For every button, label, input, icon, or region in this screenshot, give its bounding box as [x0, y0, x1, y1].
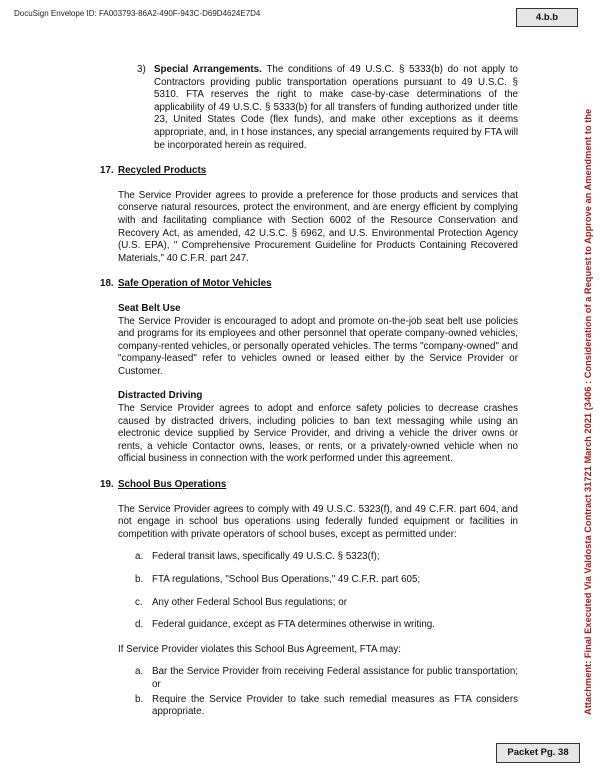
- distracted-driving-body: The Service Provider agrees to adopt and enforce safety policies to decrease crashes caused by distracted drivers, including policies to ban text messaging while using an electronic device supplied by Service Provider, and driving a vehicle the driver owns or rents, a vehicle Contactor owns, leases, or rents, or a privately-owned vehicle when no official business in connection with the work performed under this agreement.: [118, 403, 518, 465]
- list-text: Any other Federal School Bus regulations; or: [152, 596, 347, 608]
- envelope-id: DocuSign Envelope ID: FA003793-86A2-490F-943C-D69D4624E7D4: [14, 9, 261, 18]
- list-label: a.: [135, 551, 144, 563]
- section-title: Recycled Products: [118, 165, 207, 177]
- section-number: 17.: [100, 165, 114, 177]
- list-item: [118, 619, 518, 632]
- section-title: Safe Operation of Motor Vehicles: [118, 278, 272, 290]
- section-17-heading: [100, 165, 518, 178]
- section-title: School Bus Operations: [118, 479, 227, 491]
- list-item: [118, 666, 518, 691]
- section-19-heading: [100, 479, 518, 492]
- list-text: Require the Service Provider to take such remedial measures as FTA considers appropriate.: [152, 693, 518, 718]
- list-label: b.: [135, 693, 144, 705]
- list-item: [118, 694, 518, 719]
- item-number: 3): [137, 64, 146, 75]
- packet-page-number: Packet Pg. 38: [496, 743, 580, 763]
- section-number: 19.: [100, 479, 114, 491]
- list-text: Federal transit laws, specifically 49 U.S.C. § 5323(f);: [152, 551, 380, 563]
- distracted-driving-subheading: Distracted Driving: [118, 390, 203, 402]
- list-label: d.: [135, 619, 144, 631]
- section-18-heading: [100, 278, 518, 291]
- list-text: FTA regulations, "School Bus Operations," 49 C.F.R. part 605;: [152, 574, 421, 585]
- section-number: 18.: [100, 278, 114, 290]
- list-item: [118, 551, 518, 564]
- item-tag: 4.b.b: [516, 8, 578, 27]
- list-text: Federal guidance, except as FTA determines otherwise in writing.: [152, 619, 435, 631]
- attachment-sidebar: Attachment: Final Executed Via Valdosta Contract 31721 March 2021 (3406 : Consideration of a Request to Approve an Amendment to the: [583, 108, 593, 715]
- recycled-products-body: The Service Provider agrees to provide a preference for those products and services that conserve natural resources, protect the environment, and are energy efficient by complying with and facilitating compliance with Section 6002 of the Resource Conservation and Recovery Act, as amended, 42 U.S.C. § 6962, and U.S. Environmental Protection Agency (U.S. EPA), " Comprehensive Procurement Guideline for Products Containing Recovered Materials," 40 C.F.R. part 247.: [118, 189, 518, 264]
- violation-intro: If Service Provider violates this School Bus Agreement, FTA may:: [118, 643, 401, 655]
- item-text: The conditions of 49 U.S.C. § 5333(b) do not apply to Contractors providing public transportation operations pursuant to 49 U.S.C. § 5310. FTA reserves the right to make case-by-case determinations of the applicability of 49 U.S.C. § 5333(b) for all transfers of funding authorized under title 23, United States Code (flex funds), and make other exceptions as it deems appropriate, and, in t hose instances, any special arrangements required by FTA will be incorporated herein as required.: [154, 64, 518, 151]
- list-label: c.: [135, 596, 143, 608]
- list-item: [118, 597, 518, 610]
- seat-belt-subheading: Seat Belt Use: [118, 302, 181, 314]
- list-label: b.: [135, 574, 144, 585]
- list-label: a.: [135, 666, 144, 678]
- item-lead: Special Arrangements.: [154, 64, 262, 75]
- special-arrangements-item: [100, 64, 518, 152]
- document-body: [100, 64, 518, 719]
- seat-belt-body: The Service Provider is encouraged to adopt and promote on-the-job seat belt use policies and programs for its employees and other personnel that operate company-owned vehicles, company-rented vehicles, or personally operated vehicles. The terms "company-owned" and "company-leased" refer to vehicles owned or leased either by the Service Provider or Customer.: [118, 315, 518, 377]
- school-bus-body: The Service Provider agrees to comply with 49 U.S.C. 5323(f), and 49 C.F.R. part 604, and not engage in school bus operations using federally funded equipment or facilities in competition with private operators of school buses, except as permitted under:: [118, 503, 518, 540]
- permitted-exceptions-list: [100, 551, 518, 631]
- list-text: Bar the Service Provider from receiving Federal assistance for public transportation; or: [152, 666, 518, 690]
- list-item: [118, 574, 518, 587]
- fta-remedies-list: [100, 666, 518, 718]
